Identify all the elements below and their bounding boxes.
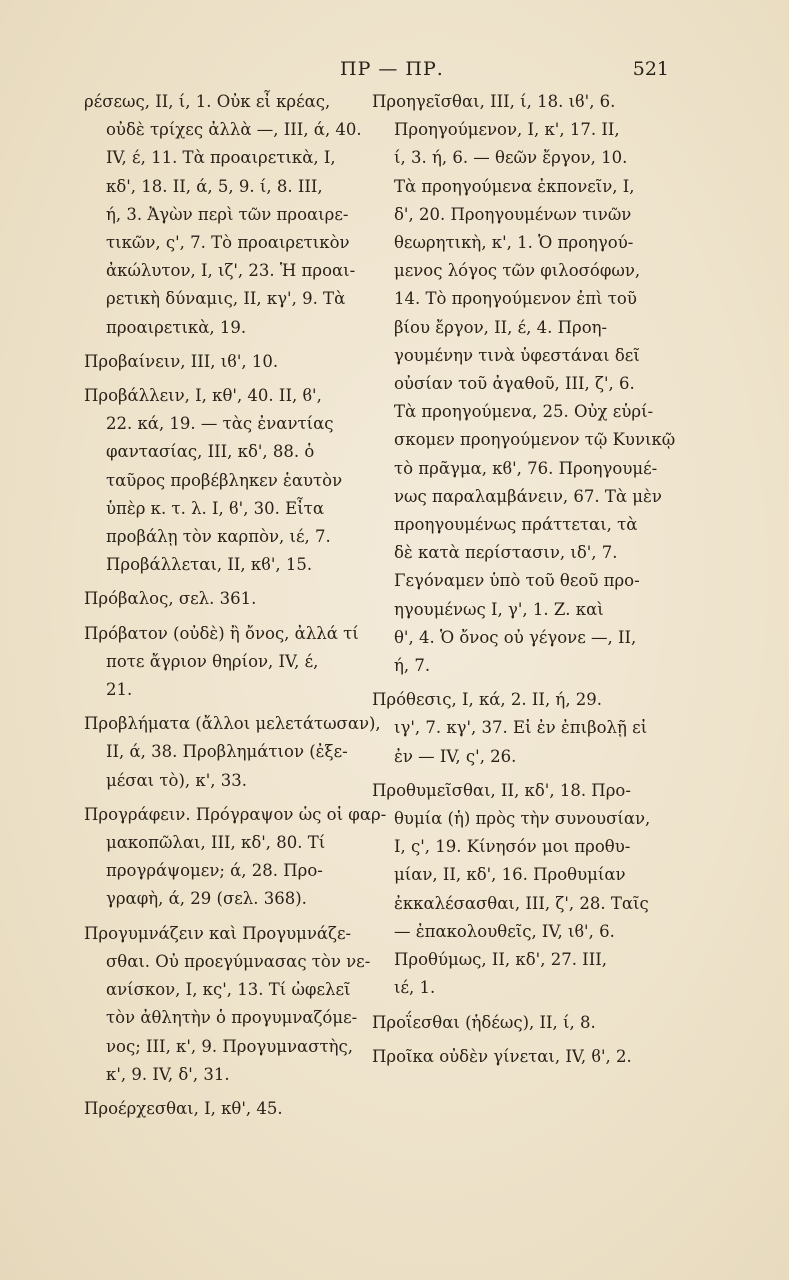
entry-line: Γεγόναμεν ὑπὸ τοῦ θεοῦ προ- (394, 571, 640, 591)
entry-line: Πρόβατον (οὐδὲ) ἢ ὄνος, ἀλλά τί (84, 623, 359, 643)
entry-line: τὸν ἀθλητὴν ὁ προγυμναζόμε- (106, 1008, 358, 1028)
entry-line: ἐν — ΙV, ς', 26. (394, 746, 517, 766)
entry-line: ανίσκον, Ι, κς', 13. Τί ὠφελεῖ (106, 980, 351, 1000)
entry-line: Προηγούμενον, Ι, κ', 17. ΙΙ, (394, 120, 620, 140)
entry-line: Προηγεῖσθαι, ΙΙΙ, ί, 18. ιϐ', 6. (372, 92, 616, 111)
entry-line: ηγουμένως Ι, γ', 1. Ζ. καὶ (394, 599, 604, 619)
entry-line: βίου ἔργον, ΙΙ, έ, 4. Προη- (394, 317, 608, 337)
entry-line: οὐδὲ τρίχες ἀλλὰ —, ΙΙΙ, ά, 40. (106, 120, 362, 140)
entry-line: οὐσίαν τοῦ ἀγαθοῦ, ΙΙΙ, ζ', 6. (394, 374, 635, 394)
left-column (84, 88, 387, 1129)
index-entry (372, 1009, 672, 1037)
index-entry (84, 1095, 384, 1123)
index-entry (84, 920, 384, 1089)
entry-line: θυμία (ἡ) πρὸς τὴν συνουσίαν, (394, 809, 651, 829)
entry-line: προηγουμένως πράττεται, τὰ (394, 515, 638, 535)
entry-line: 22. κά, 19. — τὰς ἐναντίας (106, 414, 334, 434)
index-entry (372, 1043, 672, 1071)
entry-line: ρετικὴ δύναμις, ΙΙ, κγ', 9. Τὰ (106, 289, 346, 309)
entry-line: Προγράφειν. Πρόγραψον ὡς οἱ φαρ- (84, 804, 387, 824)
entry-line: κδ', 18. ΙΙ, ά, 5, 9. ί, 8. ΙΙΙ, (106, 176, 323, 196)
entry-line: ΙV, έ, 11. Τὰ προαιρετικὰ, Ι, (106, 148, 336, 168)
entry-line: Προθύμως, ΙΙ, κδ', 27. ΙΙΙ, (394, 950, 607, 970)
entry-line: Προβάλλεται, ΙΙ, κϐ', 15. (106, 555, 313, 575)
entry-line: προβάλῃ τὸν καρπὸν, ιέ, 7. (106, 527, 331, 547)
entry-line: μέσαι τὸ), κ', 33. (106, 770, 247, 790)
index-entry (372, 686, 672, 771)
entry-line: Τὰ προηγούμενα ἐκπονεῖν, Ι, (394, 176, 635, 196)
entry-line: προγράψομεν; ά, 28. Προ- (106, 861, 323, 881)
running-head-title: ΠΡ — ΠΡ. (340, 58, 444, 80)
entry-line: μενος λόγος τῶν φιλοσόφων, (394, 261, 641, 281)
index-entry (84, 382, 384, 579)
entry-line: προαιρετικὰ, 19. (106, 317, 247, 337)
entry-line: θεωρητικὴ, κ', 1. Ὁ προηγού- (394, 233, 634, 253)
entry-line: Πρόβαλος, σελ. 361. (84, 589, 257, 609)
entry-line: ἀκώλυτον, Ι, ιζ', 23. Ἡ προαι- (106, 261, 356, 281)
entry-line: τικῶν, ς', 7. Τὸ προαιρετικὸν (106, 233, 350, 253)
entry-line: δὲ κατὰ περίστασιν, ιδ', 7. (394, 543, 618, 563)
entry-line: σθαι. Οὐ προεγύμνασας τὸν νε- (106, 951, 371, 971)
entry-line: Προῖκα οὐδὲν γίνεται, ΙV, ϐ', 2. (372, 1046, 632, 1066)
entry-line: Πρόθεσις, Ι, κά, 2. ΙΙ, ή, 29. (372, 690, 603, 710)
entry-line: ποτε ἄγριον θηρίον, ΙV, έ, (106, 651, 319, 671)
entry-line: Προβλήματα (ἄλλοι μελετάτωσαν), (84, 714, 381, 734)
entry-line: σκομεν προηγούμενον τῷ Κυνικῷ (394, 430, 676, 450)
index-entry (84, 348, 384, 376)
entry-line: ή, 3. Ἀγὼν περὶ τῶν προαιρε- (106, 204, 349, 224)
entry-line: κ', 9. ΙV, δ', 31. (106, 1064, 230, 1084)
page-number: 521 (632, 58, 669, 80)
entry-line: ί, 3. ή, 6. — θεῶν ἔργον, 10. (394, 148, 628, 168)
running-head (0, 58, 789, 86)
entry-line: ιέ, 1. (394, 978, 436, 998)
index-entry (372, 88, 676, 680)
right-column (372, 88, 676, 1077)
entry-line: φαντασίας, ΙΙΙ, κδ', 88. ὁ (106, 442, 315, 462)
entry-line: ὑπὲρ κ. τ. λ. Ι, ϐ', 30. Εἶτα (106, 498, 324, 518)
entry-line: τὸ πρᾶγμα, κϐ', 76. Προηγουμέ- (394, 458, 658, 478)
index-entry (84, 585, 384, 613)
entry-line: Προγυμνάζειν καὶ Προγυμνάζε- (84, 923, 352, 943)
entry-line: ΙΙ, ά, 38. Προβλημάτιον (ἐξε- (106, 742, 348, 762)
entry-line: νως παραλαμβάνειν, 67. Τὰ μὲν (394, 486, 662, 506)
entry-line: μακοπῶλαι, ΙΙΙ, κδ', 80. Τί (106, 833, 326, 853)
entry-line: μίαν, ΙΙ, κδ', 16. Προθυμίαν (394, 865, 626, 885)
index-entry (84, 710, 384, 795)
entry-line: γραφὴ, ά, 29 (σελ. 368). (106, 889, 307, 909)
entry-line: ή, 7. (394, 656, 431, 676)
entry-line: Προέρχεσθαι, Ι, κθ', 45. (84, 1098, 283, 1118)
entry-line: γουμένην τινὰ ὑφεστάναι δεῖ (394, 345, 640, 365)
entry-line: Τὰ προηγούμενα, 25. Οὐχ εὑρί- (394, 402, 654, 422)
entry-line: — ἐπακολουθεῖς, ΙV, ιϐ', 6. (394, 921, 615, 941)
entry-line: ρέσεως, ΙΙ, ί, 1. Οὐκ εἶ κρέας, (84, 92, 331, 111)
index-entry (84, 801, 387, 914)
entry-line: Προβαίνειν, ΙΙΙ, ιϐ', 10. (84, 351, 279, 371)
entry-line: Προΐεσθαι (ἡδέως), ΙΙ, ί, 8. (372, 1012, 596, 1032)
entry-line: 14. Τὸ προηγούμενον ἐπὶ τοῦ (394, 289, 637, 309)
entry-line: ιγ', 7. κγ', 37. Εἰ ἐν ἐπιβολῇ εἰ (394, 718, 648, 738)
entry-line: ταῦρος προβέβληκεν ἑαυτὸν (106, 470, 343, 490)
entry-line: Ι, ς', 19. Κίνησόν μοι προθυ- (394, 837, 631, 857)
entry-line: Προβάλλειν, Ι, κθ', 40. ΙΙ, ϐ', (84, 386, 322, 406)
index-entry (84, 620, 384, 705)
entry-line: ἐκκαλέσασθαι, ΙΙΙ, ζ', 28. Ταῖς (394, 893, 649, 913)
entry-line: δ', 20. Προηγουμένων τινῶν (394, 204, 632, 224)
entry-line: Προθυμεῖσθαι, ΙΙ, κδ', 18. Προ- (372, 780, 631, 800)
entry-line: 21. (106, 680, 133, 700)
index-entry (372, 777, 672, 1003)
entry-line: νος; ΙΙΙ, κ', 9. Προγυμναστὴς, (106, 1036, 353, 1056)
index-entry (84, 88, 384, 342)
entry-line: θ', 4. Ὁ ὄνος οὐ γέγονε —, ΙΙ, (394, 627, 637, 647)
